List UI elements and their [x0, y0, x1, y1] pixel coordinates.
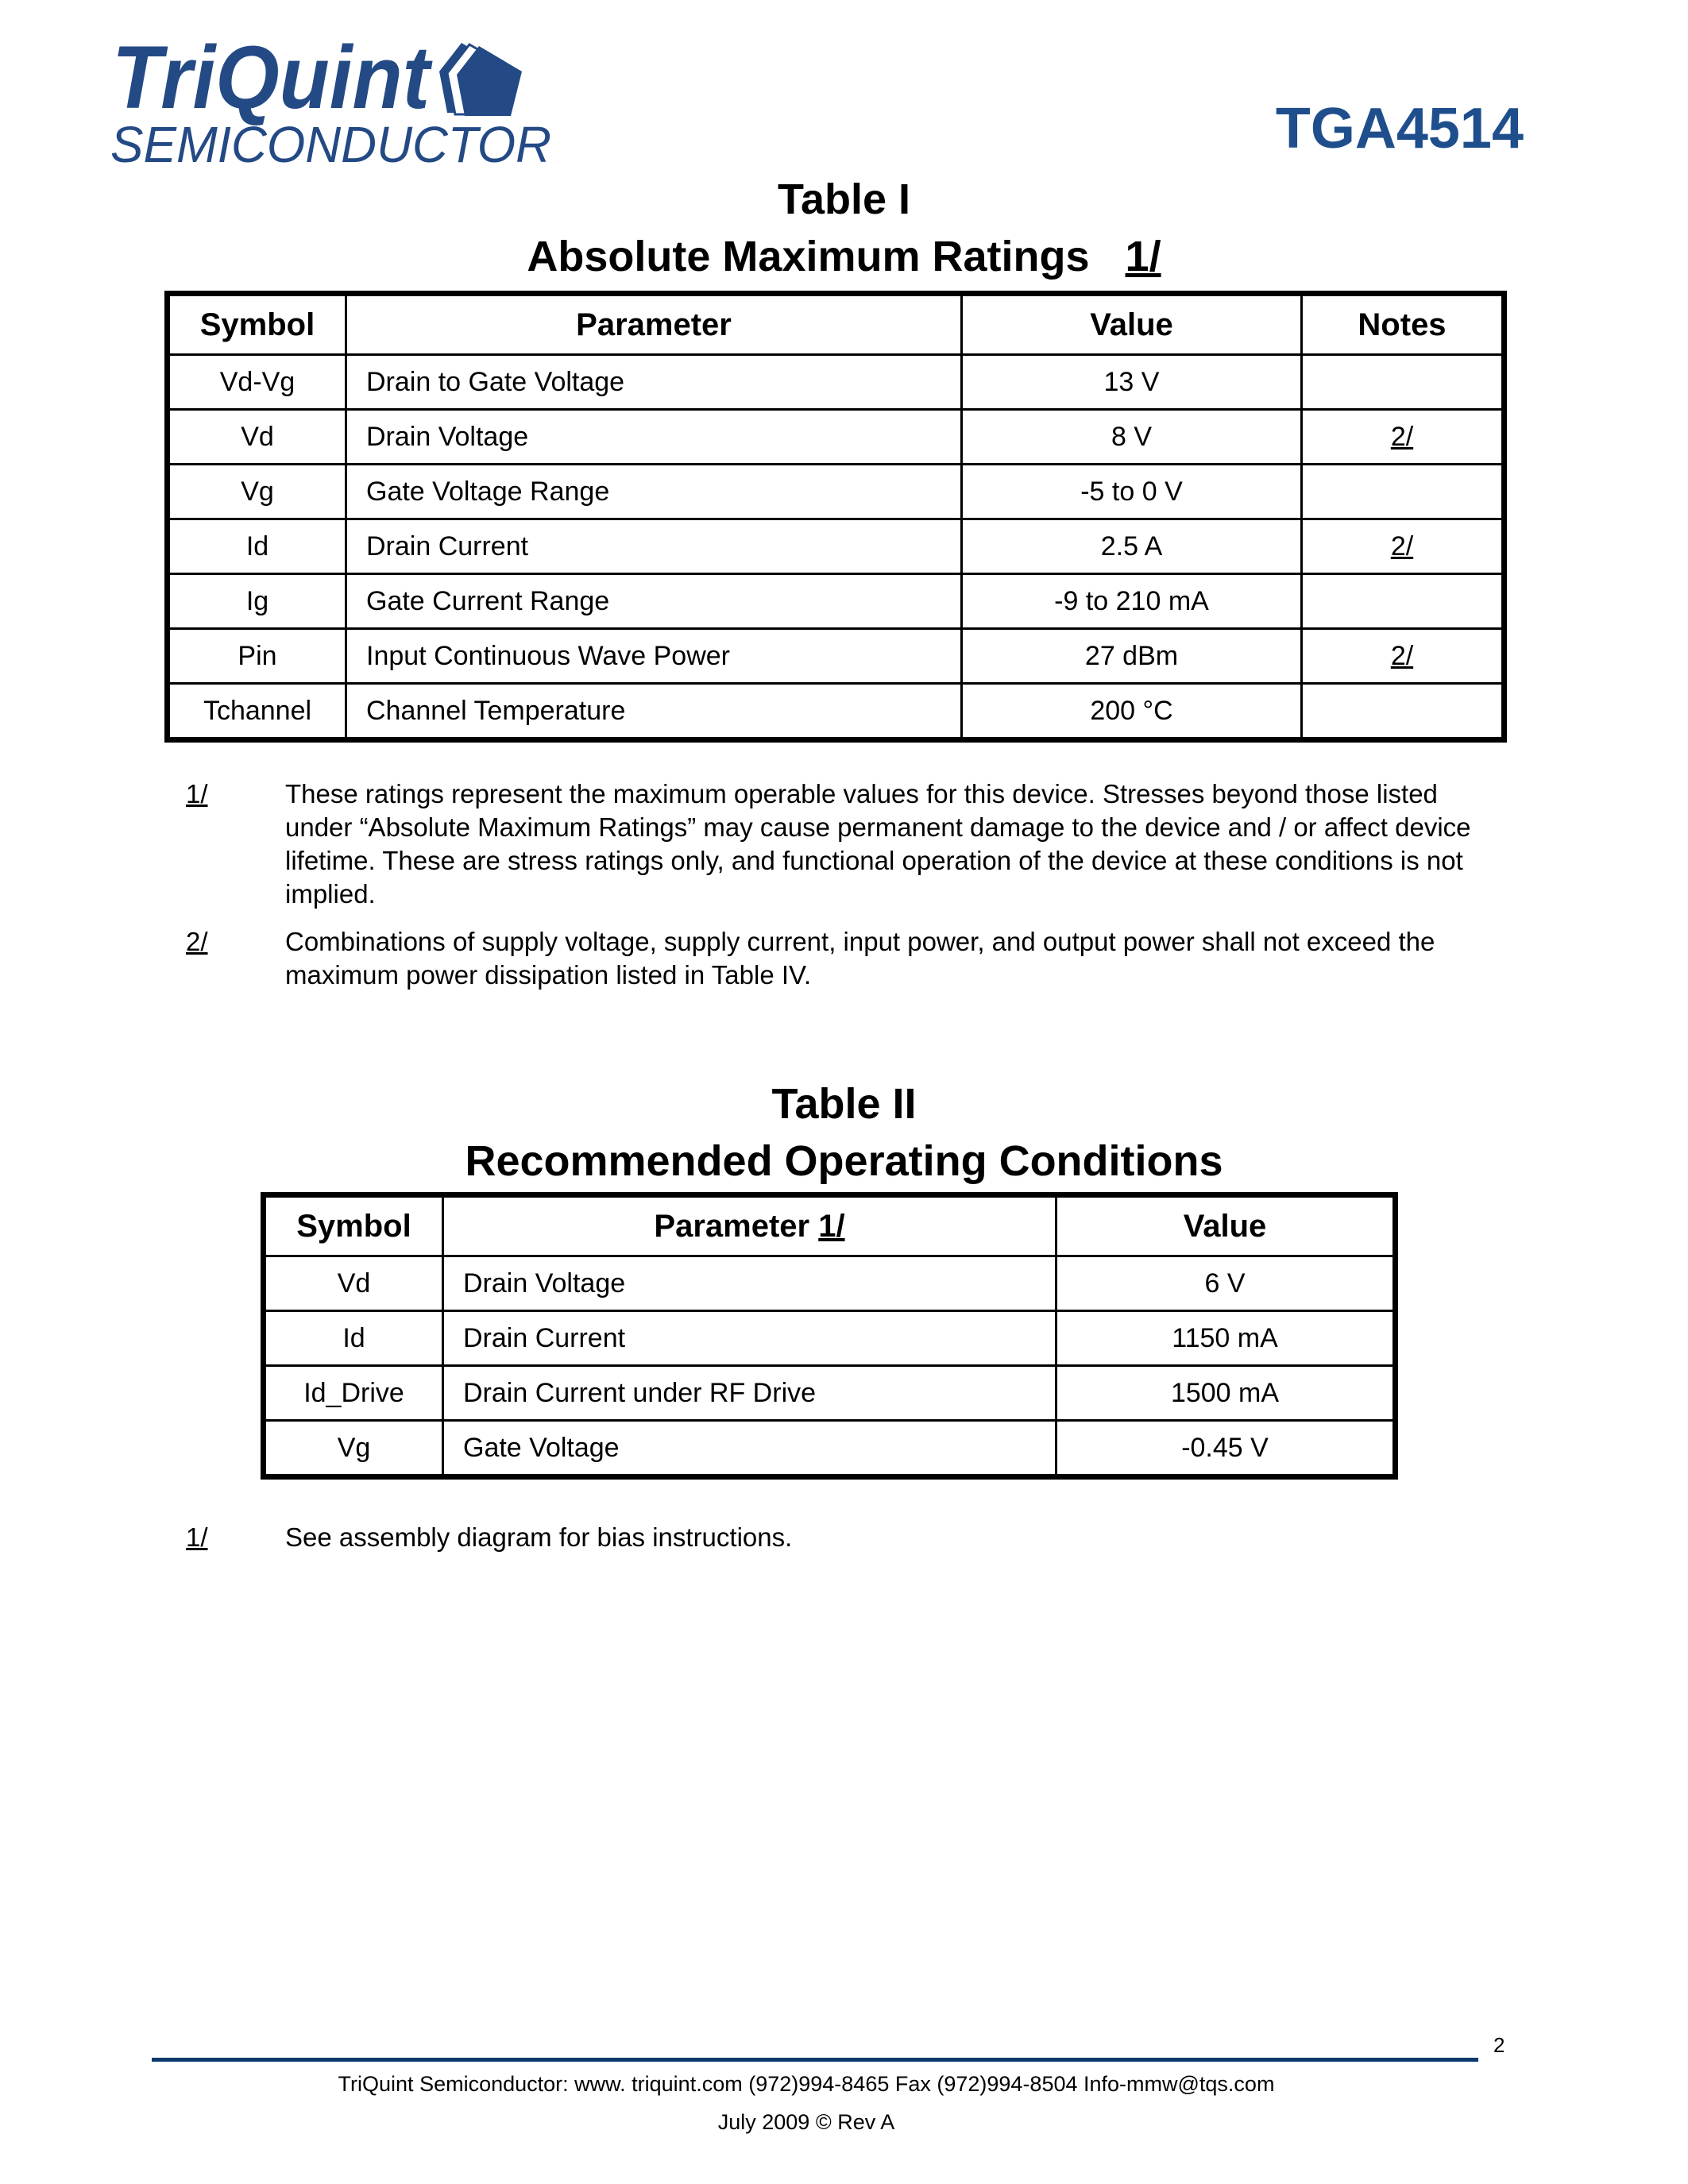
table-row	[264, 1256, 1396, 1311]
table1-subtitle	[0, 232, 1688, 281]
notes-cell	[1302, 465, 1505, 519]
logo-text: TriQuint	[112, 28, 434, 127]
symbol-cell: Id_Drive	[264, 1366, 443, 1421]
table-row	[168, 629, 1505, 684]
notes-cell	[1302, 629, 1505, 684]
symbol-cell: Vg	[168, 465, 346, 519]
footnote-1	[186, 778, 1507, 911]
table-row	[168, 574, 1505, 629]
header-parameter-note: 1/	[818, 1208, 845, 1244]
table-row	[168, 684, 1505, 740]
symbol-cell: Vg	[264, 1421, 443, 1477]
symbol-cell: Vd	[264, 1256, 443, 1311]
symbol-cell: Vd-Vg	[168, 355, 346, 410]
header-parameter-label: Parameter	[654, 1208, 810, 1244]
footnote-1-text: These ratings represent the maximum operable values for this device. Stresses beyond those listed under “Absolute Maximum Ratings” may cause permanent damage to the device and / or affect device lifetime. These are stress ratings only, and functional operation of the device at these conditions is not implied.	[285, 779, 1471, 909]
value-cell: 2.5 A	[962, 519, 1302, 574]
absolute-max-ratings-table	[164, 291, 1507, 743]
table-row	[264, 1421, 1396, 1477]
parameter-cell: Gate Voltage	[443, 1421, 1056, 1477]
table2-footnote-1-text: See assembly diagram for bias instructions.	[285, 1522, 793, 1552]
footnote-mark	[186, 1521, 285, 1554]
symbol-cell: Tchannel	[168, 684, 346, 740]
table-row	[168, 410, 1505, 465]
footnote-2-mark: 2/	[186, 927, 208, 956]
symbol-cell: Id	[264, 1311, 443, 1366]
page-content	[0, 175, 1688, 1554]
table2-footnotes	[186, 1521, 1507, 1554]
table-row	[264, 1311, 1396, 1366]
value-cell: 1500 mA	[1056, 1366, 1396, 1421]
recommended-operating-conditions-table	[261, 1192, 1398, 1480]
page-number: 2	[1493, 2033, 1505, 2057]
parameter-cell: Drain to Gate Voltage	[346, 355, 962, 410]
notes-cell	[1302, 410, 1505, 465]
footnote-2-text: Combinations of supply voltage, supply current, input power, and output power shall not exceed the maximum power dissipation listed in Table IV.	[285, 927, 1435, 990]
value-cell: 200 °C	[962, 684, 1302, 740]
header-value: Value	[1056, 1195, 1396, 1256]
footnote-mark	[186, 778, 285, 911]
table2-footnote-1-mark: 1/	[186, 1522, 208, 1552]
triquint-logo	[107, 22, 576, 169]
parameter-cell: Drain Voltage	[346, 410, 962, 465]
header-parameter: Parameter	[346, 294, 962, 355]
logo-subtext: SEMICONDUCTOR	[110, 116, 551, 169]
footnote-2	[186, 925, 1507, 992]
symbol-cell: Ig	[168, 574, 346, 629]
parameter-cell: Gate Voltage Range	[346, 465, 962, 519]
notes-cell	[1302, 519, 1505, 574]
parameter-cell: Channel Temperature	[346, 684, 962, 740]
notes-cell-text: 2/	[1390, 531, 1414, 561]
table1-footnotes	[186, 778, 1507, 992]
header-notes: Notes	[1302, 294, 1505, 355]
value-cell: 27 dBm	[962, 629, 1302, 684]
parameter-cell: Gate Current Range	[346, 574, 962, 629]
parameter-cell: Drain Current	[443, 1311, 1056, 1366]
table1-title: Table I	[777, 176, 911, 223]
table1-subtitle-note: 1/	[1125, 233, 1161, 280]
footer-contact: TriQuint Semiconductor: www. triquint.com (972)994-8465 Fax (972)994-8504 Info-mmw@tqs.com	[338, 2072, 1275, 2096]
header-parameter	[443, 1195, 1056, 1256]
table2-footnote-1	[186, 1521, 1507, 1554]
value-cell: 1150 mA	[1056, 1311, 1396, 1366]
symbol-cell: Pin	[168, 629, 346, 684]
table-header-row	[168, 294, 1505, 355]
notes-cell-text: 2/	[1390, 640, 1414, 671]
parameter-cell: Drain Current under RF Drive	[443, 1366, 1056, 1421]
table-row	[264, 1366, 1396, 1421]
parameter-cell: Drain Current	[346, 519, 962, 574]
table-header-row	[264, 1195, 1396, 1256]
footnote-mark	[186, 925, 285, 992]
header-symbol: Symbol	[264, 1195, 443, 1256]
parameter-cell: Drain Voltage	[443, 1256, 1056, 1311]
footer-date-rev: July 2009 © Rev A	[717, 2110, 895, 2134]
value-cell: -5 to 0 V	[962, 465, 1302, 519]
table-row	[168, 465, 1505, 519]
table-row	[168, 519, 1505, 574]
footnote-1-mark: 1/	[186, 779, 208, 808]
part-number: TGA4514	[1275, 97, 1524, 160]
table2-title: Table II	[771, 1080, 917, 1128]
table1-subtitle-text: Absolute Maximum Ratings	[527, 233, 1090, 280]
parameter-cell: Input Continuous Wave Power	[346, 629, 962, 684]
table2-subtitle: Recommended Operating Conditions	[465, 1137, 1223, 1185]
notes-cell	[1302, 574, 1505, 629]
notes-cell	[1302, 684, 1505, 740]
header-symbol: Symbol	[168, 294, 346, 355]
value-cell: -0.45 V	[1056, 1421, 1396, 1477]
footer-divider	[152, 2058, 1478, 2062]
header-value: Value	[962, 294, 1302, 355]
value-cell: -9 to 210 mA	[962, 574, 1302, 629]
notes-cell	[1302, 355, 1505, 410]
table-row	[168, 355, 1505, 410]
symbol-cell: Id	[168, 519, 346, 574]
value-cell: 13 V	[962, 355, 1302, 410]
symbol-cell: Vd	[168, 410, 346, 465]
value-cell: 8 V	[962, 410, 1302, 465]
value-cell: 6 V	[1056, 1256, 1396, 1311]
notes-cell-text: 2/	[1390, 421, 1414, 452]
